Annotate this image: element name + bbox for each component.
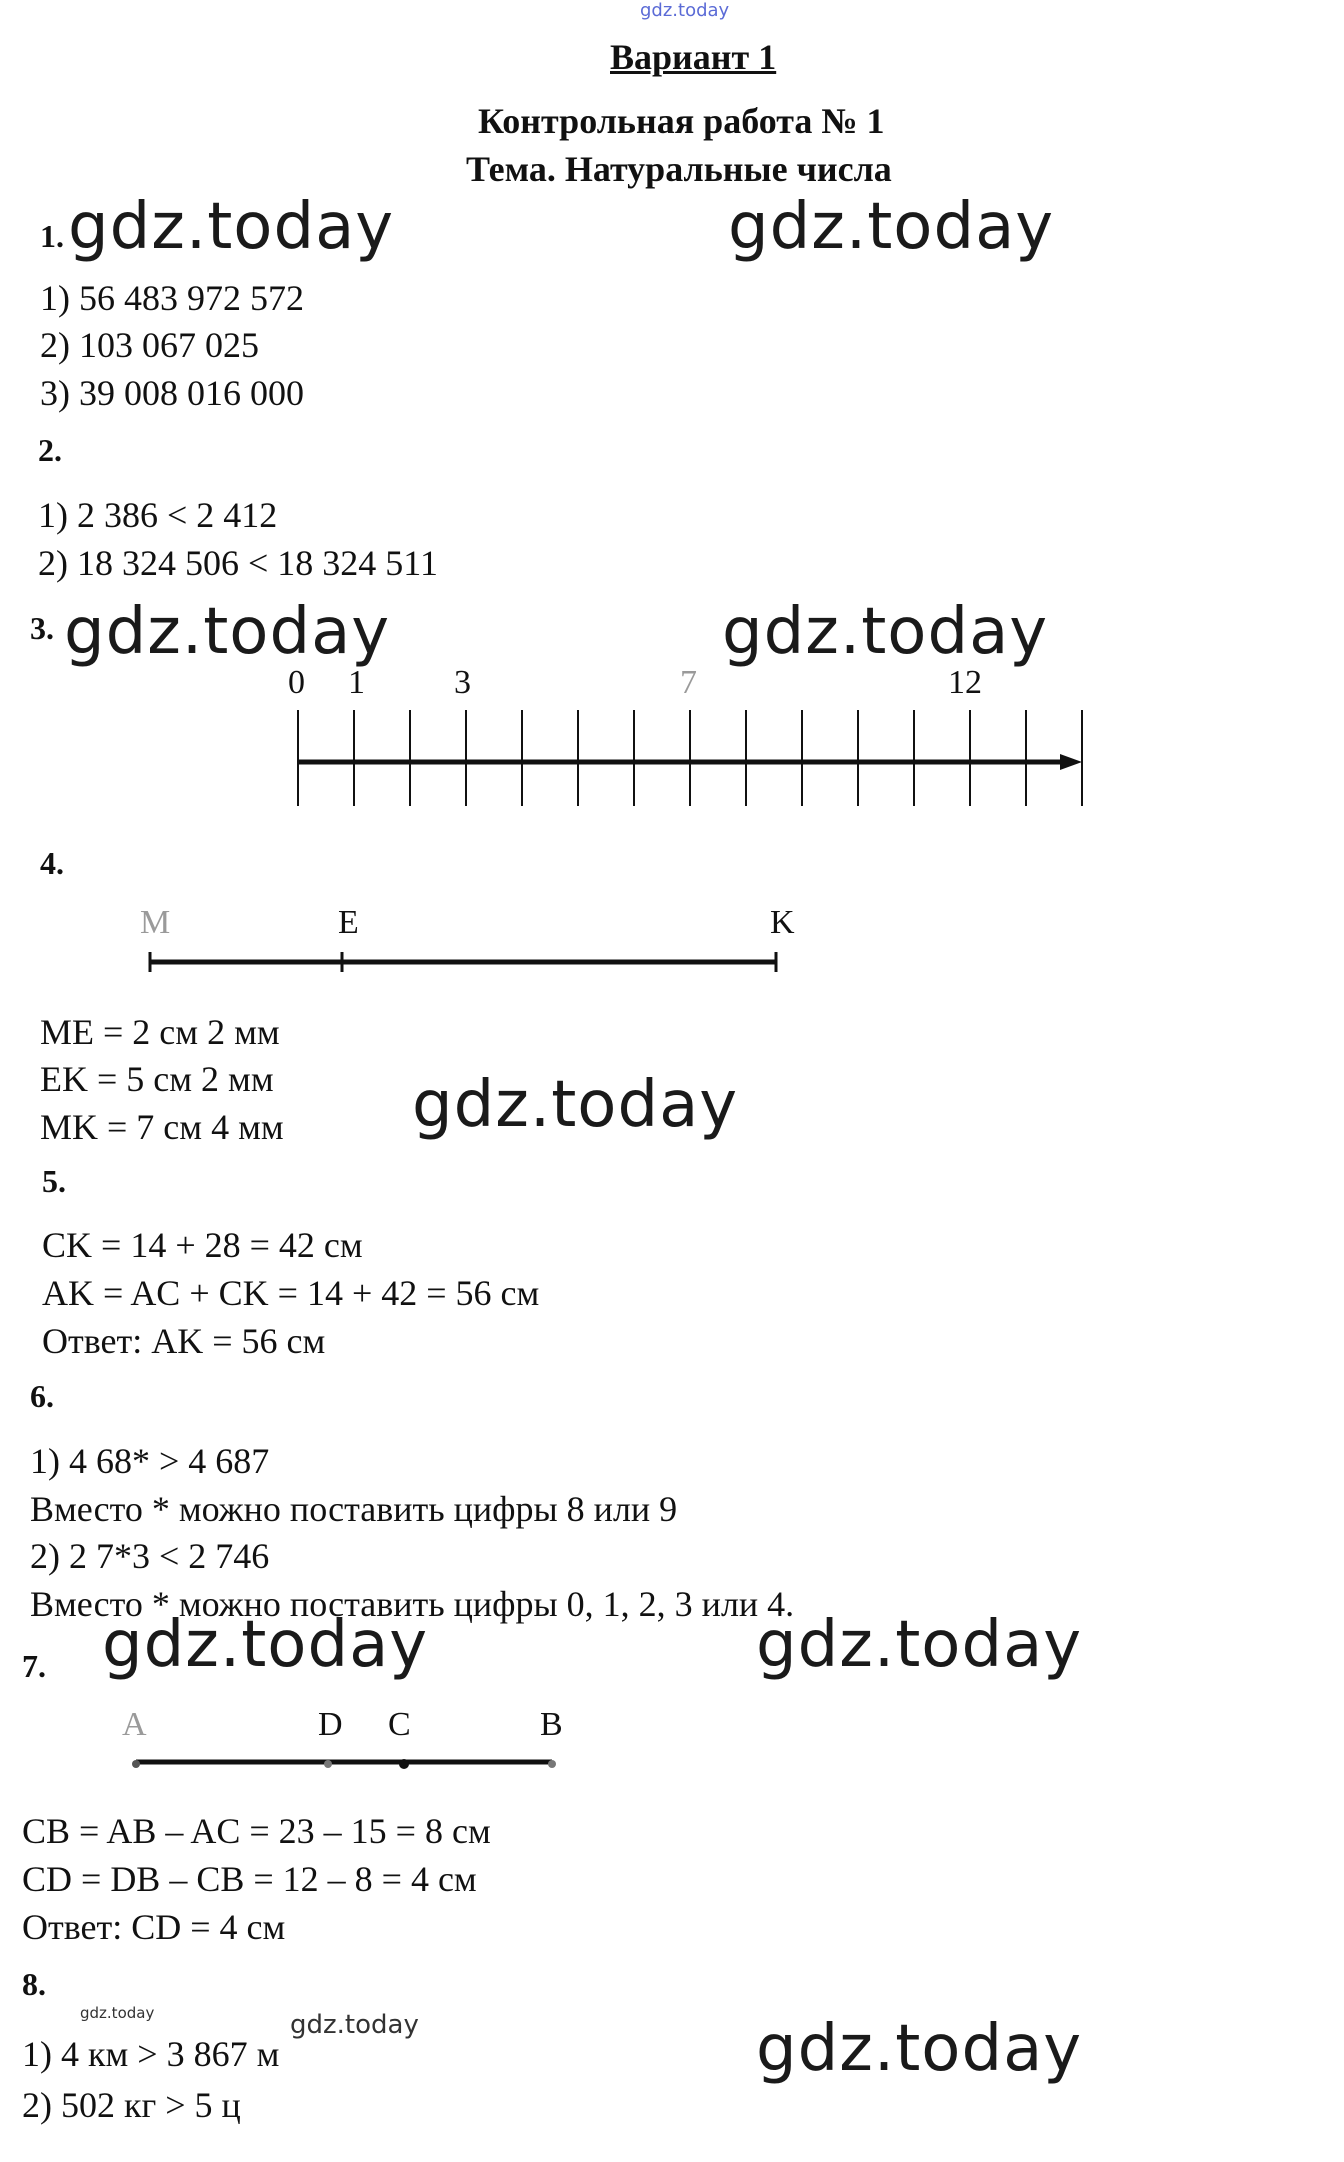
task-6-line-4: Вместо * можно поставить цифры 0, 1, 2, 3 или 4.	[30, 1584, 795, 1624]
watermark: gdz.today	[756, 1608, 1083, 1682]
watermark: gdz.today	[64, 595, 391, 669]
watermark-top: gdz.today	[640, 0, 730, 21]
point-c-label: C	[388, 1706, 411, 1743]
task-7-line-1: CB = AB – AC = 23 – 15 = 8 см	[22, 1811, 491, 1851]
task-5-line-3: Ответ: AK = 56 см	[42, 1321, 326, 1361]
task-4-line-1: ME = 2 см 2 мм	[40, 1012, 280, 1052]
task-5-line-2: AK = AC + CK = 14 + 42 = 56 см	[42, 1273, 540, 1313]
task-7-line-2: CD = DB – CB = 12 – 8 = 4 см	[22, 1859, 477, 1899]
numberline-label-3: 3	[454, 664, 471, 701]
task-4-line-3: MK = 7 см 4 мм	[40, 1107, 284, 1147]
task-1-number: 1.	[40, 218, 64, 254]
task-1-line-2: 2) 103 067 025	[40, 325, 259, 365]
variant-title: Вариант 1	[610, 37, 777, 77]
task-2-line-2: 2) 18 324 506 < 18 324 511	[38, 543, 438, 583]
task-6-line-3: 2) 2 7*3 < 2 746	[30, 1536, 270, 1576]
point-b-label: B	[540, 1706, 563, 1743]
task-7-line-3: Ответ: CD = 4 см	[22, 1907, 286, 1947]
watermark: gdz.today	[412, 1068, 739, 1142]
numberline-label-12: 12	[948, 664, 982, 701]
watermark: gdz.today	[728, 190, 1055, 264]
task-8-line-1: 1) 4 км > 3 867 м	[22, 2034, 280, 2074]
task-1-line-1: 1) 56 483 972 572	[40, 278, 304, 318]
watermark: gdz.today	[756, 2012, 1083, 2086]
point-k-label: K	[770, 904, 795, 941]
number-line-arrow	[1060, 754, 1082, 770]
task-6-number: 6.	[30, 1378, 54, 1414]
task-4-line-2: EK = 5 см 2 мм	[40, 1059, 274, 1099]
task-7-number: 7.	[22, 1648, 46, 1684]
numberline-label-0: 0	[288, 664, 305, 701]
task-6-line-1: 1) 4 68* > 4 687	[30, 1441, 270, 1481]
point-e-label: E	[338, 904, 359, 941]
task-8-line-2: 2) 502 кг > 5 ц	[22, 2085, 241, 2125]
numberline-label-1: 1	[348, 664, 365, 701]
point-a-label: A	[122, 1706, 147, 1743]
task-3-number: 3.	[30, 610, 54, 646]
numberline-label-7: 7	[680, 664, 697, 701]
task-2-number: 2.	[38, 432, 62, 468]
watermark-small: gdz.today	[290, 2010, 419, 2040]
topic-title: Тема. Натуральные числа	[466, 149, 892, 189]
task-4-number: 4.	[40, 845, 64, 881]
point-d-label: D	[318, 1706, 343, 1743]
point-m-label: M	[140, 904, 171, 941]
watermark-small: gdz.today	[80, 2004, 155, 2022]
watermark: gdz.today	[68, 190, 395, 264]
number-line-ticks	[298, 710, 1082, 806]
work-title: Контрольная работа № 1	[478, 101, 885, 141]
task-8-number: 8.	[22, 1966, 46, 2002]
watermark: gdz.today	[102, 1608, 429, 1682]
task-1-line-3: 3) 39 008 016 000	[40, 373, 304, 413]
task-2-line-1: 1) 2 386 < 2 412	[38, 495, 278, 535]
task-5-line-1: CK = 14 + 28 = 42 см	[42, 1225, 363, 1265]
task-6-line-2: Вместо * можно поставить цифры 8 или 9	[30, 1489, 678, 1529]
watermark: gdz.today	[722, 595, 1049, 669]
task-5-number: 5.	[42, 1163, 66, 1199]
